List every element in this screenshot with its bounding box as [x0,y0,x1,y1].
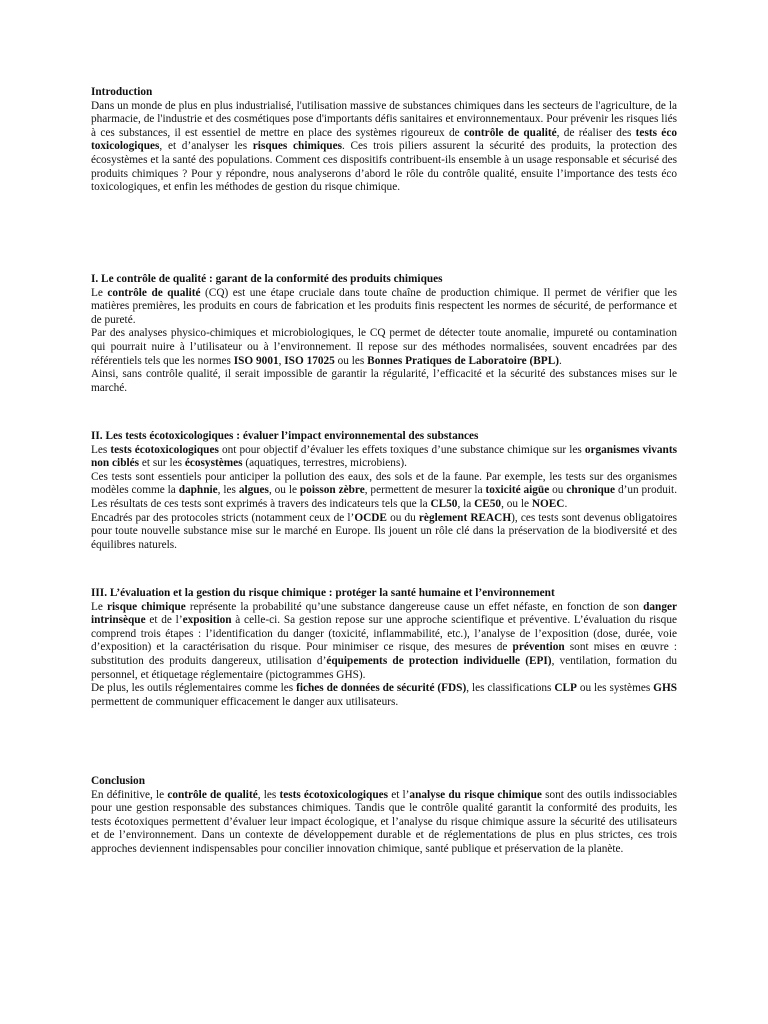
bold-term: daphnie [178,484,218,497]
introduction-section [91,86,677,195]
section-1-paragraph-1 [91,287,677,328]
section-risk-management [91,587,677,709]
bold-term: danger intrinsèque [91,600,678,627]
bold-term: NOEC [531,497,565,510]
bold-term: tests écotoxicologiques [110,443,219,456]
bold-term: ISO 9001 [233,354,279,367]
text-run: Encadrés par des protocoles stricts (notamment ceux de l’ [91,511,355,524]
text-run: ou les [334,354,368,367]
bold-term: toxicité aigüe [485,484,550,497]
text-run: ont pour objectif d’évaluer les effets toxiques d’une substance chimique sur les [218,443,585,456]
bold-term: CE50 [474,497,502,510]
text-run: , et d’analyser les [159,140,253,153]
bold-term: prévention [512,641,565,654]
text-run: , ou le [268,484,300,497]
bold-term: algues [238,484,269,497]
introduction-heading: Introduction [91,86,153,98]
text-run: , les classifications [466,682,555,695]
text-run: à celle-ci. Sa gestion repose sur une approche scientifique et préventive. L’évaluation du risque comprend trois étapes : l’identification du danger (toxicité, inflammabilité, etc.), l’analyse de l’exposition (dose, durée, voie d’exposition) et la caractérisation du risque. Pour minimiser ce risque, des mesures de [91,614,677,654]
text-run: ), ces tests sont devenus obligatoires pour toute nouvelle substance mise sur le marché en Europe. Ils jouent un rôle clé dans la préservation de la biodiversité et des équilibres naturels. [91,511,677,551]
text-run: , de réaliser des [556,126,636,139]
section-1-paragraph-2 [91,327,677,368]
text-run: , les [257,788,280,801]
bold-term: risque chimique [107,600,186,613]
text-run: . [559,354,562,367]
bold-term: fiches de données de sécurité (FDS) [296,682,467,695]
text-run: (aquatiques, terrestres, microbiens). [242,457,407,470]
conclusion-section [91,775,677,857]
bold-term: tests éco toxicologiques [91,126,677,153]
text-run: ou [549,484,567,497]
bold-term: tests écotoxicologiques [279,788,389,801]
bold-term: CL50 [430,497,458,510]
bold-term: contrôle de qualité [167,788,258,801]
bold-term: OCDE [354,511,387,524]
text-run: Le [91,600,108,613]
text-run: Ces tests sont essentiels pour anticiper la pollution des eaux, des sols et de la faune. Par exemple, les tests sur des organismes modèles comme la [91,470,677,497]
text-run: ou du [386,511,419,524]
section-3-paragraph-2 [91,682,677,709]
text-run: , ou le [501,497,532,510]
bold-term: analyse du risque chimique [409,788,542,801]
text-run: De plus, les outils réglementaires comme les [91,682,297,695]
section-1-paragraph-3 [91,368,677,395]
text-run: . Ces trois piliers assurent la sécurité des produits, la protection des écosystèmes et la santé des populations. Comment ces dispositifs contribuent-ils ensemble à un usage responsable et sécurisé des produits chimiques ? Pour y répondre, nous analyserons d’abord le rôle du contrôle qualité, ensuite l’importance des tests éco toxicologiques, et enfin les méthodes de gestion du risque chimique. [91,140,677,194]
bold-term: écosystèmes [184,457,243,470]
bold-term: Bonnes Pratiques de Laboratoire (BPL) [367,354,559,367]
text-run: représente la probabilité qu’une substance dangereuse cause un effet néfaste, en fonction de son [185,600,644,613]
text-run: sont mises en œuvre : substitution des produits dangereux, utilisation d’ [91,641,678,667]
text-run: . [564,497,568,510]
section-2-paragraph-3 [91,512,677,553]
bold-term: contrôle de qualité [463,126,557,139]
section-ecotox-tests [91,430,677,552]
bold-term: ISO 17025 [284,354,335,367]
text-run: , permettent de mesurer la [364,484,486,497]
text-run: d’un produit. Les résultats de ces tests sont exprimés à travers des indicateurs tels que la [91,484,678,510]
text-run: permettent de communiquer efficacement le danger aux utilisateurs. [91,695,399,708]
section-3-paragraph-1 [91,601,677,683]
text-run: En définitive, le [91,788,168,801]
text-run: , ventilation, formation du personnel, et étiquetage réglementaire (pictogrammes GHS). [91,654,677,681]
section-2-paragraph-2 [91,471,677,512]
bold-term: contrôle de qualité [107,286,201,299]
section-2-paragraph-1 [91,444,677,471]
bold-term: risques chimiques [252,140,342,153]
text-run: , [278,354,285,367]
bold-term: équipements de protection individuelle (EPI) [326,654,552,667]
section-3-heading: III. L’évaluation et la gestion du risque chimique : protéger la santé humaine et l’environnement [91,587,555,599]
bold-term: règlement REACH [418,511,512,524]
bold-term: exposition [182,614,232,627]
text-run: , les [217,484,239,497]
bold-term: GHS [653,682,678,695]
bold-term: organismes vivants non ciblés [91,443,678,470]
text-run: ou les systèmes [576,682,654,695]
bold-term: chronique [566,484,616,497]
text-run: sont des outils indissociables pour une gestion responsable des substances chimiques. Tandis que le contrôle qualité garantit la conformité des produits, les tests écotoxiques permettent d’évaluer leur impact écologique, et l’analyse du risque chimique assure la sécurité des utilisateurs et de l’environnement. Dans un contexte de développement durable et de réglementations de plus en plus strictes, ces trois approches deviennent indispensables pour concilier innovation chimique, santé publique et préservation de la planète. [91,788,677,855]
introduction-paragraph [91,100,677,195]
section-2-heading: II. Les tests écotoxicologiques : évaluer l’impact environnemental des substances [91,430,479,442]
section-1-heading: I. Le contrôle de qualité : garant de la conformité des produits chimiques [91,273,443,285]
conclusion-heading: Conclusion [91,775,145,787]
text-run: Le [91,286,108,299]
conclusion-paragraph [91,789,677,857]
text-run: Les [91,443,111,456]
text-run: et de l’ [145,614,183,627]
text-run: et sur les [139,457,185,470]
text-run: Par des analyses physico-chimiques et microbiologiques, le CQ permet de détecter toute anomalie, impureté ou contamination qui pourrait nuire à l’utilisateur ou à l’environnement. Il repose sur des méthodes normalisées, souvent encadrées par des référentiels tels que les normes [91,327,677,367]
section-quality-control [91,273,677,395]
text-run: , la [457,497,475,510]
bold-term: poisson zèbre [299,484,365,497]
bold-term: CLP [554,682,577,695]
text-run: et l’ [388,788,410,801]
text-run: Dans un monde de plus en plus industrialisé, l'utilisation massive de substances chimiques dans les secteurs de l'agriculture, de la pharmacie, de l'industrie et des cosmétiques pose d'importants défis sanitaires et environnementaux. Pour prévenir les risques liés à ces substances, il est essentiel de mettre en place des systèmes rigoureux de [91,99,677,139]
text-run: Ainsi, sans contrôle qualité, il serait impossible de garantir la régularité, l’efficacité et la sécurité des substances mises sur le marché. [91,368,677,394]
text-run: (CQ) est une étape cruciale dans toute chaîne de production chimique. Il permet de vérifier que les matières premières, les produits en cours de fabrication et les produits finis respectent les normes de sécurité, de performance et de pureté. [91,286,677,326]
